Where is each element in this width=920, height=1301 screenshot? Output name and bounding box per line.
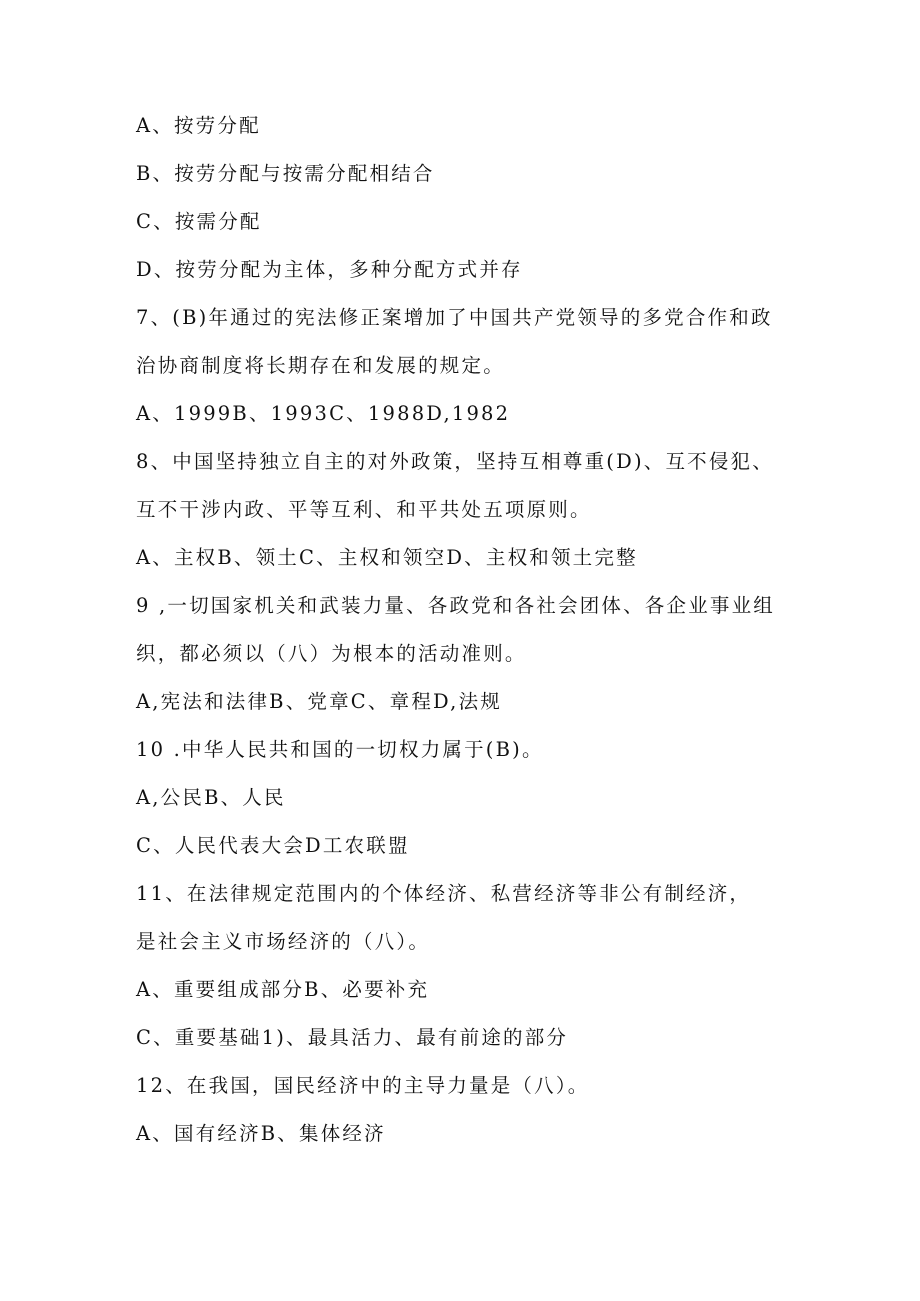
question-8-line-1: 8、中国坚持独立自主的对外政策，坚持互相尊重(D)、互不侵犯、 <box>136 450 774 473</box>
text-line: A,宪法和法律B、党章C、章程D,法规 <box>136 690 502 713</box>
text-line: A、国有经济B、集体经济 <box>136 1122 386 1145</box>
question-9-line-1: 9 ,一切国家机关和武装力量、各政党和各社会团体、各企业事业组 <box>136 594 776 617</box>
question-8-line-2: 互不干涉内政、平等互利、和平共处五项原则。 <box>136 498 592 521</box>
text-line: A、重要组成部分B、必要补充 <box>136 978 430 1001</box>
question-10-line: 10 .中华人民共和国的一切权力属于(B)。 <box>136 738 544 761</box>
question-11-line-1: 11、在法律规定范围内的个体经济、私营经济等非公有制经济， <box>136 882 752 905</box>
question-7-line-2: 治协商制度将长期存在和发展的规定。 <box>136 354 505 377</box>
text-line: C、人民代表大会D工农联盟 <box>136 834 410 857</box>
text-line: B、按劳分配与按需分配相结合 <box>136 162 435 185</box>
question-11-line-2: 是社会主义市场经济的（八）。 <box>136 930 431 953</box>
text-line: A、1999B、1993C、1988D,1982 <box>136 402 511 425</box>
question-12-line: 12、在我国，国民经济中的主导力量是（八）。 <box>136 1074 590 1097</box>
text-line: C、按需分配 <box>136 210 262 233</box>
question-9-line-2: 织，都必须以（八）为根本的活动准则。 <box>136 642 527 665</box>
text-line: A、按劳分配 <box>136 114 261 137</box>
text-line: C、重要基础1)、最具活力、最有前途的部分 <box>136 1026 569 1049</box>
text-line: A、主权B、领土C、主权和领空D、主权和领土完整 <box>136 546 638 569</box>
text-line: A,公民B、人民 <box>136 786 286 809</box>
question-7-line-1: 7、(B)年通过的宪法修正案增加了中国共产党领导的多党合作和政 <box>136 306 773 329</box>
text-line: D、按劳分配为主体，多种分配方式并存 <box>136 258 523 281</box>
